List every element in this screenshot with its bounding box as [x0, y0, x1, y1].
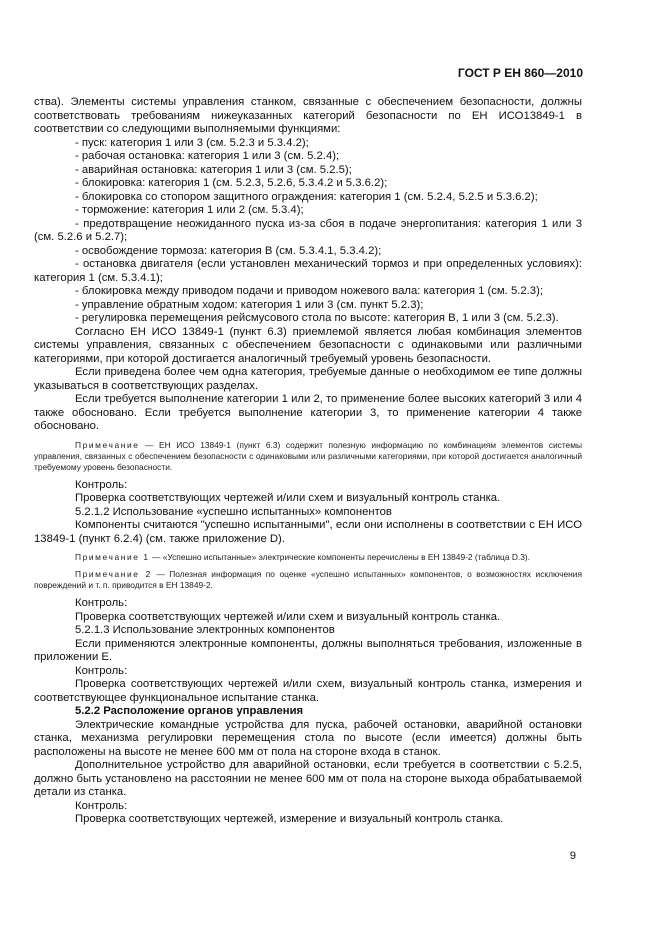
- control-text: Проверка соответствующих чертежей и/или схем и визуальный контроль станка.: [75, 492, 501, 504]
- section-text-5-2-1-2: Компоненты считаются "успешно испытанными", если они исполнены в соответствии с ЕН ИСО 13849-1 (пункт 6.2.4) (см. также приложение D).: [34, 519, 582, 545]
- list-item: - управление обратным ходом: категория 1 или 3 (см. пункт 5.2.3);: [75, 298, 424, 311]
- list-item: - блокировка: категория 1 (см. 5.2.3, 5.2.6, 5.3.4.2 и 5.3.6.2);: [75, 177, 388, 189]
- multiple-category-paragraph: Если приведена более чем одна категория, требуемые данные о необходимом ее типе должны указываться в соответствующих разделах.: [34, 366, 582, 392]
- control-label: Контроль:: [75, 478, 128, 491]
- control-label: Контроль:: [75, 597, 128, 609]
- control-label: Контроль:: [75, 799, 128, 812]
- section-heading-5-2-1-3: 5.2.1.3 Использование электронных компонентов: [75, 624, 335, 636]
- note-text: — Полезная информация по оценке «успешно испытанных» компонентов, о возможностях исключения повреждений и т. п. приводится в ЕН 13849-2.: [34, 569, 582, 590]
- note-2: [34, 552, 582, 563]
- list-item: - предотвращение неожиданного пуска из-за сбоя в подаче энергопитания: категория 1 или 3 (см. 5.2.6 и 5.2.7);: [34, 217, 582, 243]
- note-1: [34, 440, 582, 473]
- intro-paragraph: ства). Элементы системы управления станком, связанные с обеспечением безопасности, должны соответствовать требованиям нижеуказанных категорий безопасности по ЕН ИСО13849-1 в соответствии со следующими выполняемыми функциями:: [34, 96, 582, 135]
- list-item: - блокировка между приводом подачи и приводом ножевого вала: категория 1 (см. 5.2.3);: [75, 285, 543, 297]
- list-item: - освобождение тормоза: категория В (см. 5.3.4.1, 5.3.4.2);: [75, 244, 382, 257]
- control-text: Проверка соответствующих чертежей и/или схем и визуальный контроль станка.: [75, 610, 501, 623]
- control-text: Проверка соответствующих чертежей, измерение и визуальный контроль станка.: [75, 813, 504, 825]
- note-label: Примечание 1: [75, 552, 150, 562]
- page-number: 9: [569, 850, 576, 862]
- list-item: - остановка двигателя (если установлен механический тормоз и при определенных условиях): категория 1 (см. 5.3.4.1);: [34, 258, 582, 284]
- required-category-paragraph: Если требуется выполнение категории 1 или 2, то применение более высоких категорий 3 или 4 также обосновано. Если требуется выполнение категории 3, то применение категории 4 также обосновано.: [34, 393, 582, 432]
- section-text-5-2-2-a: Электрические командные устройства для пуска, рабочей остановки, аварийной остановки станка, механизма регулировки перемещения стола по высоте (если имеется) должны быть расположены на высоте не менее 600 мм от пола на стороне входа в станок.: [34, 718, 582, 758]
- note-text: — ЕН ИСО 13849-1 (пункт 6.3) содержит полезную информацию по комбинациям элементов системы управления, связанных с обеспечением безопасности с одинаковыми или различными категориями, при которой достигается аналогичный требуемому уровень безопасности.: [34, 439, 582, 472]
- list-item: - регулировка перемещения рейсмусового стола по высоте: категория В, 1 или 3 (см. 5.2.3).: [75, 312, 559, 324]
- control-label: Контроль:: [75, 664, 128, 677]
- list-item: - блокировка со стопором защитного ограждения: категория 1 (см. 5.2.4, 5.2.5 и 5.3.6.2);: [75, 190, 538, 203]
- combination-paragraph: Согласно ЕН ИСО 13849-1 (пункт 6.3) приемлемой является любая комбинация элементов системы управления, связанных с обеспечением безопасности с одинаковыми или различными категориями, при которой достигается аналогичный требуемый уровень безопасности.: [34, 325, 582, 365]
- note-text: — «Успешно испытанные» электрические компоненты перечислены в ЕН 13849-2 (таблица D.3).: [149, 552, 530, 562]
- function-list: [34, 137, 582, 326]
- list-item: - пуск: категория 1 или 3 (см. 5.2.3 и 5.3.4.2);: [75, 136, 309, 149]
- list-item: - торможение: категория 1 или 2 (см. 5.3.4);: [75, 204, 304, 216]
- list-item: - рабочая остановка: категория 1 или 3 (см. 5.2.4);: [75, 150, 340, 162]
- section-heading-5-2-2: 5.2.2 Расположение органов управления: [75, 705, 304, 717]
- document-header: ГОСТ Р ЕН 860—2010: [457, 66, 583, 80]
- list-item: - аварийная остановка: категория 1 или 3 (см. 5.2.5);: [75, 163, 352, 176]
- control-text: Проверка соответствующих чертежей и/или схем, визуальный контроль станка, измерения и соответствующее функциональное испытание станка.: [34, 678, 582, 704]
- section-text-5-2-2-b: Дополнительное устройство для аварийной остановки, если требуется в соответствии с 5.2.5, должно быть установлено на расстоянии не менее 600 мм от пола на стороне выхода обрабатываемой детали из станка.: [34, 759, 582, 798]
- note-3: [34, 569, 582, 591]
- note-label: Примечание 2: [75, 569, 152, 579]
- section-heading-5-2-1-2: 5.2.1.2 Использование «успешно испытанных» компонентов: [75, 505, 392, 518]
- section-text-5-2-1-3: Если применяются электронные компоненты, должны выполняться требования, изложенные в приложении Е.: [34, 637, 582, 663]
- page-content: [34, 96, 582, 827]
- note-label: Примечание: [75, 439, 140, 450]
